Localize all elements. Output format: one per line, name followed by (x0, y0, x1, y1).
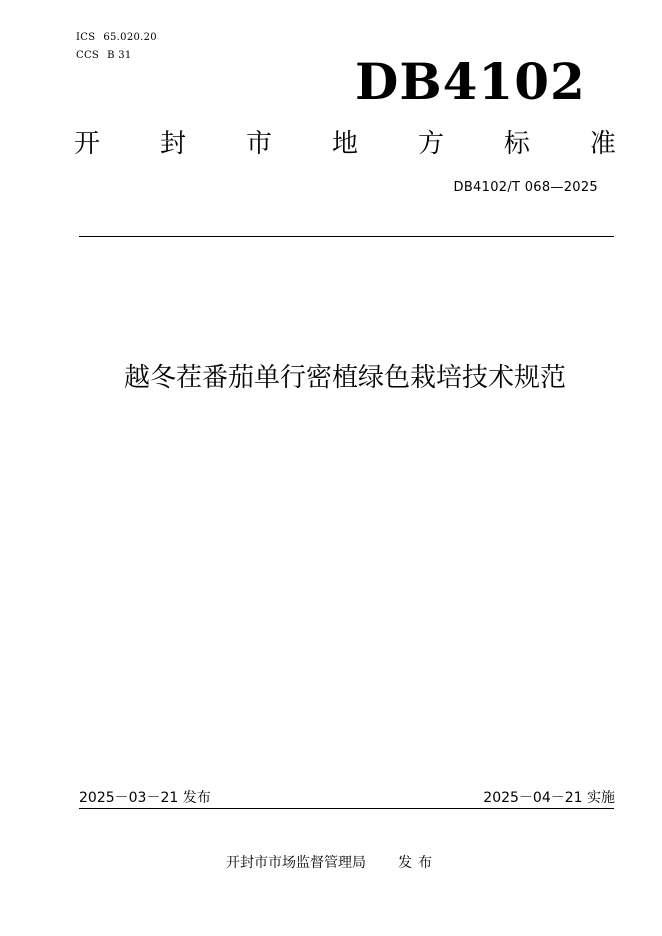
heading-char: 标 (503, 129, 530, 159)
issuer-action: 发布 (398, 855, 438, 871)
heading-char: 封 (159, 129, 186, 159)
heading-char: 准 (589, 129, 616, 159)
issuer-name: 开封市市场监督管理局 (226, 855, 366, 871)
implementation-date: 2025－04－21 实施 (483, 790, 615, 806)
document-title: 越冬茬番茄单行密植绿色栽培技术规范 (123, 363, 566, 393)
issue-date: 2025－03－21 发布 (79, 790, 211, 806)
heading-char: 地 (331, 129, 358, 159)
ics-label: ICS (76, 32, 96, 43)
standard-type-heading (74, 126, 616, 162)
ics-code: 65.020.20 (103, 32, 157, 43)
top-divider (79, 236, 614, 237)
standard-number: DB4102/T 068—2025 (453, 180, 598, 195)
heading-char: 方 (417, 129, 444, 159)
ics-classification (76, 32, 157, 43)
issuer-line (226, 853, 438, 873)
bottom-divider (79, 808, 614, 809)
heading-char: 开 (74, 129, 101, 159)
ccs-code: B 31 (107, 50, 132, 61)
heading-char: 市 (245, 129, 272, 159)
standard-logo: DB4102 (355, 52, 586, 111)
ccs-classification (76, 50, 132, 61)
ccs-label: CCS (76, 50, 100, 61)
